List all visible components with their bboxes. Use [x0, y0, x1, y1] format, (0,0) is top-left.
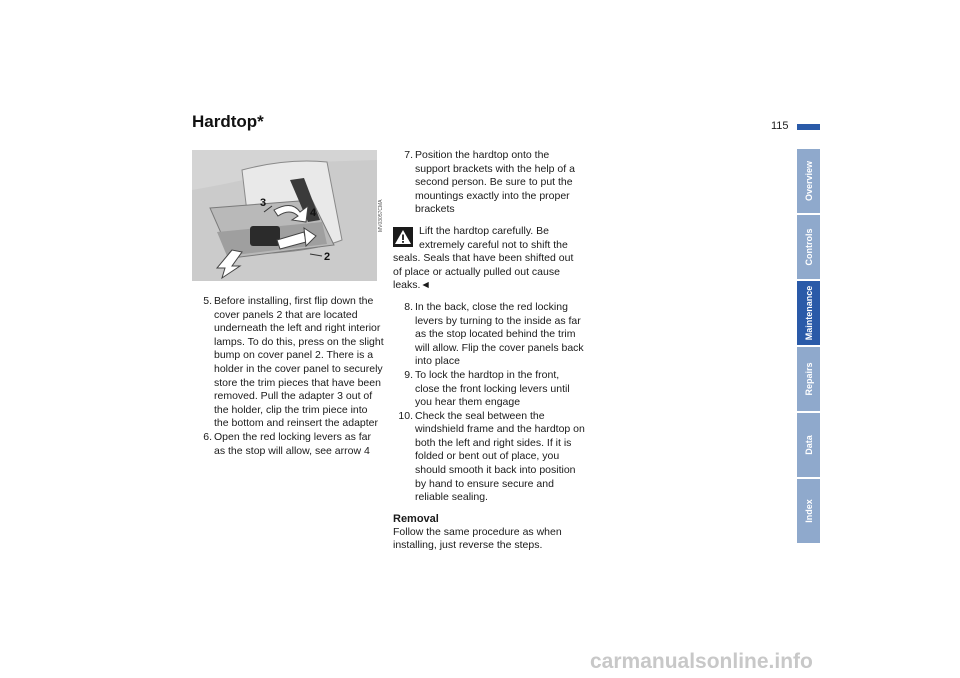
step-text: Open the red locking levers as far as the stop will allow, see arrow 4 [214, 430, 371, 457]
tab-maintenance[interactable] [797, 281, 820, 345]
tab-label: Controls [803, 228, 814, 266]
figure-label-panel: 2 [324, 251, 331, 263]
warning-triangle-icon [393, 227, 413, 247]
step-text: Before installing, first flip down the cover panels 2 that are located underneath the left and right interior lamps. To do this, press on the slight bump on cover panel 2. There is a holder in the cover panel to securely store the trim pieces that have been removed. Pull the adapter 3 out of the holder, clip the trim piece into the bottom and reinsert the adapter [214, 295, 384, 430]
list-item [393, 369, 585, 410]
chapter-sidebar [797, 149, 820, 545]
figure-label-adapter: 3 [260, 197, 267, 209]
tab-label: Index [803, 499, 814, 523]
step-number: 8. [404, 300, 413, 313]
tab-label: Data [803, 435, 814, 455]
figure-code: MV03057CMA [378, 199, 384, 232]
warning-text: Lift the hardtop carefully. Be extremely careful not to shift the seals. Seals that have been shifted out of place or actually pulled out cause leaks.◄ [393, 224, 574, 292]
removal-heading: Removal [393, 512, 439, 525]
page-title: Hardtop* [192, 112, 264, 131]
list-item [393, 301, 585, 369]
tab-index[interactable] [797, 479, 820, 543]
step-text: Check the seal between the windshield frame and the hardtop on both the left and right sides. If it is folded or bent out of place, you should smooth it back into position by hand to ensure secure and reliable sealing. [415, 409, 585, 504]
right-column [393, 149, 585, 553]
list-item [393, 410, 585, 505]
page-number: 115 [771, 120, 789, 132]
right-step-list-a [393, 149, 585, 217]
page-marker [797, 124, 820, 130]
list-item [192, 431, 384, 458]
figure-label-arrow: 4 [310, 207, 317, 219]
step-number: 6. [203, 430, 212, 443]
tab-controls[interactable] [797, 215, 820, 279]
step-text: In the back, close the red locking levers by turning to the inside as far as the stop located behind the trim will allow. Flip the cover panels back into place [415, 300, 584, 368]
hardtop-figure [192, 150, 377, 281]
step-number: 10. [398, 409, 413, 422]
right-step-list-b [393, 301, 585, 505]
tab-label: Repairs [803, 362, 814, 396]
tab-repairs[interactable] [797, 347, 820, 411]
list-item [192, 295, 384, 431]
tab-label: Maintenance [803, 285, 814, 341]
step-number: 7. [404, 149, 413, 161]
watermark: carmanualsonline.info [590, 650, 813, 673]
tab-data[interactable] [797, 413, 820, 477]
step-text: Position the hardtop onto the support brackets with the help of a second person. Be sure to put the mountings exactly into the proper brackets [415, 149, 575, 216]
hardtop-illustration [192, 150, 377, 281]
tab-label: Overview [803, 160, 814, 202]
removal-text: Follow the same procedure as when installing, just reverse the steps. [393, 525, 562, 552]
warning-note [393, 225, 585, 293]
step-text: To lock the hardtop in the front, close the front locking levers until you hear them engage [415, 368, 570, 409]
left-column [192, 295, 384, 458]
list-item [393, 149, 585, 217]
step-number: 9. [404, 368, 413, 381]
left-step-list [192, 295, 384, 458]
step-number: 5. [203, 295, 212, 307]
tab-overview[interactable] [797, 149, 820, 213]
